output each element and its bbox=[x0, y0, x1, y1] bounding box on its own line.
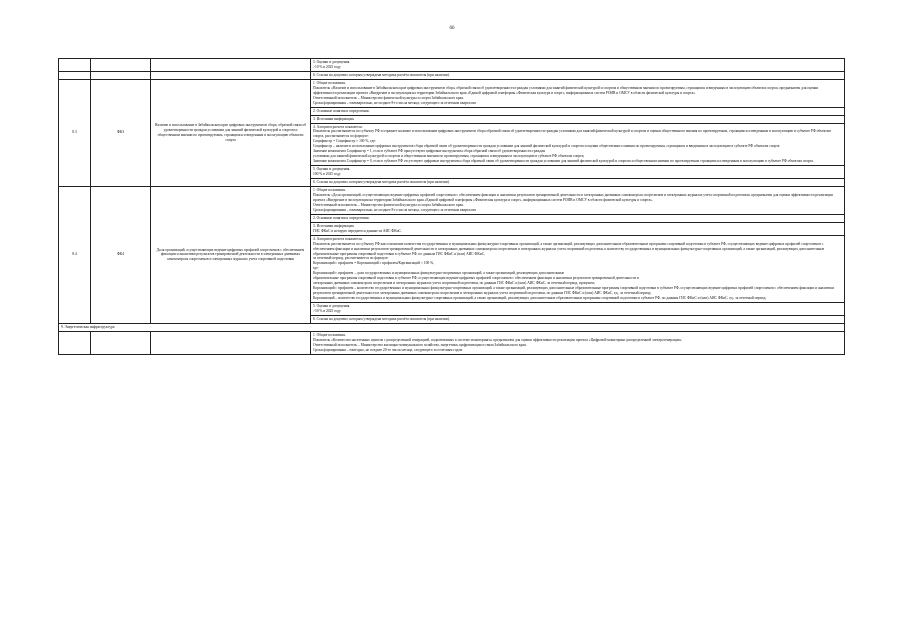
sources-cell: 3. Источники информации. bbox=[311, 115, 845, 123]
indicator-code: ФК4 bbox=[91, 187, 151, 324]
reference-cell: 6. Ссылка на документ, которым утверждена методика расчёта показателя (при наличии). bbox=[311, 179, 845, 187]
general-cell: 1. Общие положения. Показатель «Наличие и использование в Забайкальском крае цифровых инструментов сбора, обратной связи об удовлетворенности граждан условиями для занятий физической культурой и спортом и общественном мнении по проектируемым, строящимся и введенным в эксплуатацию объектам спорта» предназначен для оценки эффективности реализации проекта «Внедрение и эксплуатация на территории Забайкальского края «Единой цифровой платформы «Физическая культура и спорт», информационных систем РОИВ и ОМСУ в области физической культуры и спорта». Ответственный исполнитель – Министерство физической культуры и спорта Забайкальского края. Сроки формирования – ежеквартально, не позднее 8-го числа месяца, следующего за отчетным кварталом bbox=[311, 79, 845, 107]
table-row bbox=[59, 71, 845, 79]
indicator-name: Наличие и использование в Забайкальском крае цифровых инструментов сбора, обратной связи об удовлетворенности граждан условиями для занятий физической культурой и спортом и общественном мнении по проектируемым, строящимся и введенным в эксплуатацию объектам спорта bbox=[151, 79, 311, 186]
page-number: 66 bbox=[449, 26, 455, 31]
rating-cell: 5. Оценки и допущения. >10 % в 2025 году bbox=[311, 59, 845, 72]
concepts-cell: 2. Основные понятия и определения. bbox=[311, 214, 845, 222]
general-cell: 1. Общие положения. Показатель «Доля организаций, осуществляющих ведение цифровых профилей спортсменов с обеспечением фиксации и аналитики результатов тренировочной деятельности в электронных дневниках самоконтроля спортсменов и электронных журналах учета спортивной подготовки» предназначен для оценки эффективности реализации проекта «Внедрение и эксплуатация на территории Забайкальского края «Единой цифровой платформы «Физическая культура и спорт», информационных систем РОИВ и ОМСУ в области физической культуры и спорта». Ответственный исполнитель – Министерство физической культуры и спорта Забайкальского края. Сроки формирования – ежеквартально, не позднее 8-го числа месяца, следующего за отчетным кварталом bbox=[311, 187, 845, 215]
sources-cell: 3. Источники информации. ГИС ФКиС в которую передаются данные из АИС ФКиС. bbox=[311, 222, 845, 235]
general-cell: 1. Общие положения. Показатель «Количество населенных пунктов с распределенной генерацией, подключенных к системе мониторинга» предназначен для оценки эффективности реализации проекта «Цифровой мониторинг распределенной электрогенерации». Ответственный исполнитель – Министерство жилищно-коммунального хозяйства, энергетики, цифровизации и связи Забайкальского края. Сроки формирования – ежегодно, не позднее 20-го числа месяца, следующего за отчетным годом bbox=[311, 331, 845, 354]
algorithm-cell: 4. Алгоритм расчета показателя. Показатель рассчитывается по субъекту РФ и отражает наличие и использование цифровых инструментов сбора обратной связи об удовлетворенности граждан условиями для занятий физической культурой и спортом и оценки общественного мнения по проектируемым, строящимся и введенным в эксплуатацию в субъекте РФ объектам спорта, рассчитывается по формуле: Социфинстр = Социфинстр × 100 %, где: Социфинстр – наличие и использование цифровых инструментов сбора обратной связи об удовлетворенности граждан условиями для занятий физической культурой и спортом и оценки общественного мнения по проектируемым, строящимся и введенным в эксплуатацию в субъекте РФ объектам спорта. Значение компонента Социфинстр = 1, если в субъекте РФ присутствуют цифровые инструменты сбора обратной связи об удовлетворенности граждан условиями для занятий физической культурой и спортом и общественном мнении по проектируемым, строящимся и введенным в эксплуатацию в субъекте РФ объектам спорта; Значение компонента Социфинстр = 0, если в субъекте РФ отсутствуют цифровые инструменты сбора обратной связи об удовлетворенности граждан условиями для занятий физической культурой и спортом и общественном мнении по проектируемым строящимся и введенным в эксплуатацию в субъекте РФ объектам спорта. bbox=[311, 123, 845, 166]
algorithm-cell: 4. Алгоритм расчета показателя. Показатель рассчитывается по субъекту РФ как отношение количества государственных и муниципальных физкультурно-спортивных организаций, а также организаций, реализующих дополнительные образовательные программы спортивной подготовки в субъекте РФ, осуществляющих ведение цифровых профилей спортсменов с обеспечением фиксации и аналитики результатов тренировочной деятельности в электронных дневниках самоконтроля спортсменов и электронных журналах учета спортивной подготовки, к количеству государственных и муниципальных физкультурно-спортивных организаций, а также организаций, реализующих дополнительные образовательные программы спортивной подготовки в субъекте РФ, по данным ГИС ФКиС и (или) АИС ФКиС, за отчетный период, рассчитывается по формуле: Корганизаций с профилем = Корганизаций с профилем/Корганизаций × 100 %, где: Корганизаций с профилем – доля государственных и муниципальных физкультурно-спортивных организаций, а также организаций, реализующих дополнительные образовательные программы спортивной подготовки в субъекте РФ, осуществляющих ведение цифровых профилей спортсменов с обеспечением фиксации и аналитики результатов тренировочной деятельности в электронных дневниках самоконтроля спортсменов и электронных журналах учета спортивной подготовки, по данным ГИС ФКиС и (или) АИС ФКиС, за отчетный период, проценты; Корганизаций с профилем – количество государственных и муниципальных физкультурно-спортивных организаций, а также организаций, реализующих дополнительные образовательные программы спортивной подготовки в субъекте РФ, осуществляющих ведение цифровых профилей спортсменов с обеспечением фиксации и аналитики результатов тренировочной деятельности в электронных дневниках самоконтроля спортсменов и электронных журналах учета спортивной подготовки, по данным ГИС ФКиС и (или) АИС ФКиС, ед., за отчетный период; Корганизаций – количество государственных и муниципальных физкультурно-спортивных организаций, а также организаций, реализующих дополнительные образовательные программы спортивной подготовки в субъекте РФ, по данным ГИС ФКиС и (или) АИС ФКиС, ед., за отчетный период. bbox=[311, 235, 845, 302]
table-row bbox=[59, 59, 845, 72]
concepts-cell: 2. Основные понятия и определения. bbox=[311, 107, 845, 115]
indicators-table bbox=[58, 58, 845, 355]
indicator-code: ФКЗ bbox=[91, 79, 151, 186]
row-number: 8.3 bbox=[59, 79, 91, 186]
rating-cell: 5. Оценки и допущения. >50 % в 2025 году bbox=[311, 303, 845, 316]
section-header-row bbox=[59, 323, 845, 331]
reference-cell: 6. Ссылка на документ, которым утверждена методика расчёта показателя (при наличии). bbox=[311, 315, 845, 323]
rating-cell: 5. Оценки и допущения. 100 % в 2025 году bbox=[311, 166, 845, 179]
reference-cell: 6. Ссылка на документ, которым утверждена методика расчёта показателя (при наличии). bbox=[311, 71, 845, 79]
table-row bbox=[59, 187, 845, 215]
row-number: 8.4 bbox=[59, 187, 91, 324]
table-row bbox=[59, 331, 845, 354]
indicator-name: Доля организаций, осуществляющих ведение цифровых профилей спортсменов с обеспечением фиксации и аналитики результатов тренировочной деятельности в электронных дневниках самоконтроля спортсменов и электронных журналах учета спортивной подготовки bbox=[151, 187, 311, 324]
table-row bbox=[59, 79, 845, 107]
section-title: 9. Энергетическая инфраструктура bbox=[59, 323, 845, 331]
